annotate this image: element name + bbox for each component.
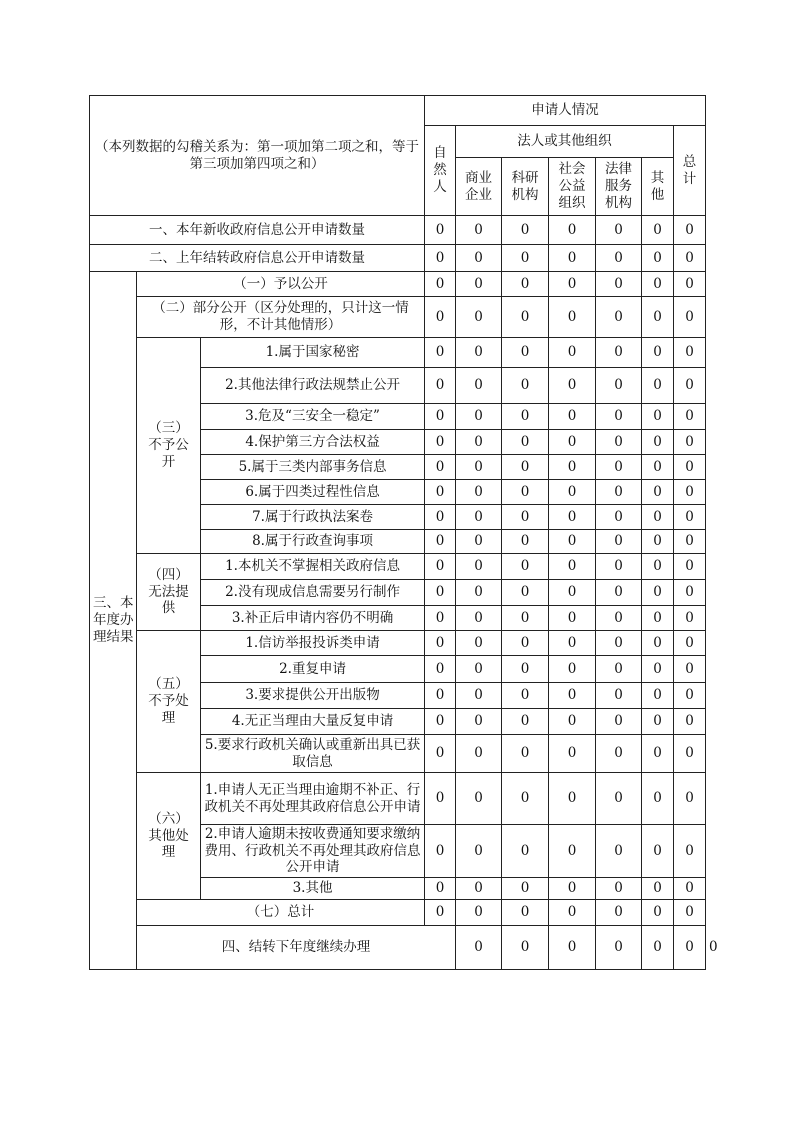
cell-value: 0 [642, 900, 674, 926]
cell-value: 0 [456, 878, 502, 900]
cell-value: 0 [502, 631, 549, 656]
cell-value: 0 [549, 404, 596, 430]
cell-value: 0 [642, 368, 674, 404]
row-label: 1.本机关不掌握相关政府信息 [201, 554, 425, 580]
cell-value: 0 [502, 245, 549, 272]
cell-value: 0 [456, 735, 502, 773]
cell-value: 0 [674, 272, 706, 297]
row-label: 5.要求行政机关确认或重新出具已获取信息 [201, 735, 425, 773]
cell-value: 0 [456, 455, 502, 480]
cell-value: 0 [502, 216, 549, 245]
cell-value: 0 [549, 825, 596, 878]
row-label: 一、本年新收政府信息公开申请数量 [90, 216, 425, 245]
cell-value: 0 [674, 683, 706, 709]
cell-value: 0 [502, 480, 549, 505]
cell-value: 0 [549, 338, 596, 368]
cell-value: 0 [674, 735, 706, 773]
cell-value: 0 [456, 430, 502, 455]
cell-value: 0 [549, 216, 596, 245]
cell-value: 0 [425, 245, 456, 272]
cell-value: 0 [642, 530, 674, 554]
cell-value: 0 [425, 404, 456, 430]
row-label: （二）部分公开（区分处理的，只计这一情形，不计其他情形） [137, 297, 425, 338]
cell-value: 0 [549, 656, 596, 683]
cell-value: 0 [456, 297, 502, 338]
row-label: 2.其他法律行政法规禁止公开 [201, 368, 425, 404]
row-label: 3.补正后申请内容仍不明确 [201, 606, 425, 631]
cell-value: 0 [425, 430, 456, 455]
cell-value: 0 [642, 926, 674, 970]
cell-value: 0 [674, 404, 706, 430]
cell-value: 0 [549, 580, 596, 606]
cell-value: 0 [425, 480, 456, 505]
cell-value: 0 [425, 272, 456, 297]
cell-value: 0 [502, 368, 549, 404]
cell-value: 0 [642, 216, 674, 245]
row-label: （七）总计 [137, 900, 425, 926]
cell-value: 0 [642, 554, 674, 580]
cell-value: 0 [596, 580, 642, 606]
cell-value: 0 [549, 926, 596, 970]
cell-value: 0 [674, 580, 706, 606]
row-label: 4.保护第三方合法权益 [201, 430, 425, 455]
cell-value: 0 [456, 338, 502, 368]
cell-value: 0 [456, 530, 502, 554]
cell-value: 0 [549, 272, 596, 297]
cell-value: 0 [425, 368, 456, 404]
header-natural-person: 自然人 [425, 126, 456, 216]
cell-value: 0 [502, 272, 549, 297]
table-row [90, 554, 706, 580]
table-row [90, 631, 706, 656]
cell-value: 0 [596, 272, 642, 297]
cell-value: 0 [502, 554, 549, 580]
cell-value: 0 [674, 606, 706, 631]
group-label: （三）不予公开 [137, 338, 201, 554]
cell-value: 0 [596, 926, 642, 970]
cell-value: 0 [425, 735, 456, 773]
cell-value: 0 [456, 272, 502, 297]
row-label: 1.信访举报投诉类申请 [201, 631, 425, 656]
table-row [90, 216, 706, 245]
cell-value: 0 [674, 455, 706, 480]
cell-value: 0 [425, 656, 456, 683]
cell-value: 0 [596, 430, 642, 455]
cell-value: 0 [456, 554, 502, 580]
cell-value: 0 [502, 900, 549, 926]
cell-value: 0 [596, 656, 642, 683]
cell-value: 0 [674, 900, 706, 926]
cell-value: 0 [549, 530, 596, 554]
cell-value: 0 [642, 825, 674, 878]
cell-value: 0 [596, 480, 642, 505]
row-label: 四、结转下年度继续办理 [137, 926, 456, 970]
cell-value: 0 [674, 554, 706, 580]
cell-value: 0 [642, 709, 674, 735]
section-3-label: 三、本年度办理结果 [90, 272, 137, 970]
cell-value: 0 [596, 878, 642, 900]
cell-value: 0 [456, 825, 502, 878]
cell-value: 0 [549, 480, 596, 505]
group-label: （四）无法提供 [137, 554, 201, 631]
row-label: 8.属于行政查询事项 [201, 530, 425, 554]
cell-value: 0 [502, 430, 549, 455]
cell-value: 0 [642, 631, 674, 656]
header-applicant: 申请人情况 [425, 96, 706, 126]
cell-value: 0 [642, 580, 674, 606]
cell-value: 0 [502, 926, 549, 970]
cell-value: 0 [456, 505, 502, 530]
cell-value: 0 [596, 606, 642, 631]
table-row [90, 272, 706, 297]
row-label: 5.属于三类内部事务信息 [201, 455, 425, 480]
header-note: （本列数据的勾稽关系为：第一项加第二项之和，等于第三项加第四项之和） [90, 96, 425, 216]
cell-value: 0 [674, 216, 706, 245]
row-label: 3.其他 [201, 878, 425, 900]
cell-value: 0 [502, 606, 549, 631]
cell-value: 0 [502, 404, 549, 430]
cell-value: 0 [456, 900, 502, 926]
cell-value: 0 [502, 683, 549, 709]
header-law: 法律服务机构 [596, 158, 642, 216]
cell-value: 0 [549, 505, 596, 530]
cell-value: 0 [456, 606, 502, 631]
cell-value: 0 [456, 709, 502, 735]
cell-value: 0 [596, 554, 642, 580]
cell-value: 0 [674, 878, 706, 900]
cell-value: 0 [425, 297, 456, 338]
cell-value: 0 [425, 455, 456, 480]
cell-value: 0 [596, 297, 642, 338]
cell-value: 0 [642, 878, 674, 900]
cell-value: 0 [642, 480, 674, 505]
table-row [90, 297, 706, 338]
cell-value: 0 [549, 709, 596, 735]
cell-value: 0 [549, 554, 596, 580]
header-row [90, 96, 706, 126]
cell-value: 0 [425, 554, 456, 580]
cell-value: 0 [502, 338, 549, 368]
cell-value: 0 [502, 878, 549, 900]
cell-value: 0 [642, 297, 674, 338]
cell-value: 0 [425, 338, 456, 368]
cell-value: 0 [642, 430, 674, 455]
cell-value: 0 [674, 480, 706, 505]
header-total: 总计 [674, 126, 706, 216]
cell-value: 0 [549, 455, 596, 480]
cell-value: 0 [425, 216, 456, 245]
cell-value: 0 [502, 505, 549, 530]
cell-value: 0 [674, 825, 706, 878]
cell-value: 0 [674, 709, 706, 735]
cell-value: 0 [502, 825, 549, 878]
cell-value: 0 [425, 709, 456, 735]
cell-value: 0 [549, 368, 596, 404]
row-label: 2.申请人逾期未按收费通知要求缴纳费用、行政机关不再处理其政府信息公开申请 [201, 825, 425, 878]
header-commercial: 商业企业 [456, 158, 502, 216]
cell-value: 0 [425, 530, 456, 554]
cell-value: 0 [596, 683, 642, 709]
row-label: 1.属于国家秘密 [201, 338, 425, 368]
cell-value: 0 [674, 297, 706, 338]
cell-value: 0 [642, 455, 674, 480]
table-row [90, 245, 706, 272]
cell-value: 0 [549, 735, 596, 773]
table-row [90, 338, 706, 368]
row-label: 二、上年结转政府信息公开申请数量 [90, 245, 425, 272]
cell-value: 0 [596, 245, 642, 272]
cell-value: 0 [549, 683, 596, 709]
header-other: 其他 [642, 158, 674, 216]
row-label: 2.没有现成信息需要另行制作 [201, 580, 425, 606]
cell-value: 0 [596, 825, 642, 878]
cell-value: 0 [674, 773, 706, 825]
cell-value: 0 [596, 773, 642, 825]
cell-value: 0 [456, 631, 502, 656]
cell-value: 0 [642, 683, 674, 709]
cell-value: 0 [596, 735, 642, 773]
cell-value: 0 [674, 338, 706, 368]
cell-value: 0 [596, 404, 642, 430]
row-label: 1.申请人无正当理由逾期不补正、行政机关不再处理其政府信息公开申请 [201, 773, 425, 825]
cell-value: 0 [674, 505, 706, 530]
cell-value: 0 [596, 631, 642, 656]
cell-value: 0 [674, 656, 706, 683]
cell-value: 0 [596, 900, 642, 926]
cell-value: 0 [642, 338, 674, 368]
group-label: （六）其他处理 [137, 773, 201, 900]
table-row: 四、结转下年度继续办理 0 0 0 0 0 0 0 [90, 926, 706, 970]
table-row [90, 900, 706, 926]
cell-value: 0 [425, 825, 456, 878]
cell-value: 0 [674, 926, 706, 970]
cell-value: 0 [596, 368, 642, 404]
cell-value: 0 [549, 606, 596, 631]
cell-value: 0 [456, 480, 502, 505]
cell-value: 0 [456, 656, 502, 683]
table-row [90, 773, 706, 825]
cell-value: 0 [456, 773, 502, 825]
row-label: 4.无正当理由大量反复申请 [201, 709, 425, 735]
cell-value: 0 [502, 709, 549, 735]
cell-value: 0 [502, 530, 549, 554]
cell-value: 0 [596, 709, 642, 735]
cell-value: 0 [674, 430, 706, 455]
cell-value: 0 [425, 631, 456, 656]
cell-value: 0 [549, 900, 596, 926]
cell-value: 0 [674, 245, 706, 272]
row-label: （一）予以公开 [137, 272, 425, 297]
cell-value: 0 [642, 245, 674, 272]
group-label: （五）不予处理 [137, 631, 201, 773]
cell-value: 0 [549, 430, 596, 455]
cell-value: 0 [549, 245, 596, 272]
cell-value: 0 [642, 505, 674, 530]
cell-value: 0 [456, 216, 502, 245]
cell-value: 0 [456, 926, 502, 970]
cell-value: 0 [502, 297, 549, 338]
cell-value: 0 [502, 735, 549, 773]
cell-value: 0 [642, 735, 674, 773]
cell-value: 0 [642, 272, 674, 297]
cell-value: 0 [674, 631, 706, 656]
cell-value: 0 [674, 530, 706, 554]
cell-value: 0 [425, 878, 456, 900]
cell-value: 0 [502, 580, 549, 606]
cell-value: 0 [549, 631, 596, 656]
cell-value: 0 [456, 245, 502, 272]
cell-value: 0 [425, 683, 456, 709]
row-label: 6.属于四类过程性信息 [201, 480, 425, 505]
cell-value: 0 [425, 606, 456, 631]
cell-value: 0 [549, 773, 596, 825]
cell-value: 0 [596, 530, 642, 554]
cell-value: 0 [596, 455, 642, 480]
cell-value: 0 [596, 216, 642, 245]
cell-value: 0 [642, 606, 674, 631]
cell-value: 0 [502, 773, 549, 825]
header-social: 社会公益组织 [549, 158, 596, 216]
cell-value: 0 [425, 580, 456, 606]
row-label: 3.要求提供公开出版物 [201, 683, 425, 709]
disclosure-statistics-table [89, 95, 718, 970]
cell-value: 0 [549, 878, 596, 900]
cell-value: 0 [456, 368, 502, 404]
cell-value: 0 [425, 773, 456, 825]
cell-value: 0 [456, 404, 502, 430]
cell-value: 0 [596, 505, 642, 530]
header-legal-entity: 法人或其他组织 [456, 126, 674, 158]
cell-value: 0 [642, 773, 674, 825]
cell-value: 0 [642, 404, 674, 430]
row-label: 7.属于行政执法案卷 [201, 505, 425, 530]
cell-value: 0 [456, 580, 502, 606]
cell-value: 0 [549, 297, 596, 338]
row-label: 3.危及“三安全一稳定” [201, 404, 425, 430]
row-label: 2.重复申请 [201, 656, 425, 683]
cell-value: 0 [502, 656, 549, 683]
cell-value: 0 [425, 900, 456, 926]
header-research: 科研机构 [502, 158, 549, 216]
cell-value: 0 [502, 455, 549, 480]
cell-value: 0 [596, 338, 642, 368]
cell-value: 0 [456, 683, 502, 709]
cell-value: 0 [425, 505, 456, 530]
cell-value: 0 [674, 368, 706, 404]
cell-value: 0 [642, 656, 674, 683]
